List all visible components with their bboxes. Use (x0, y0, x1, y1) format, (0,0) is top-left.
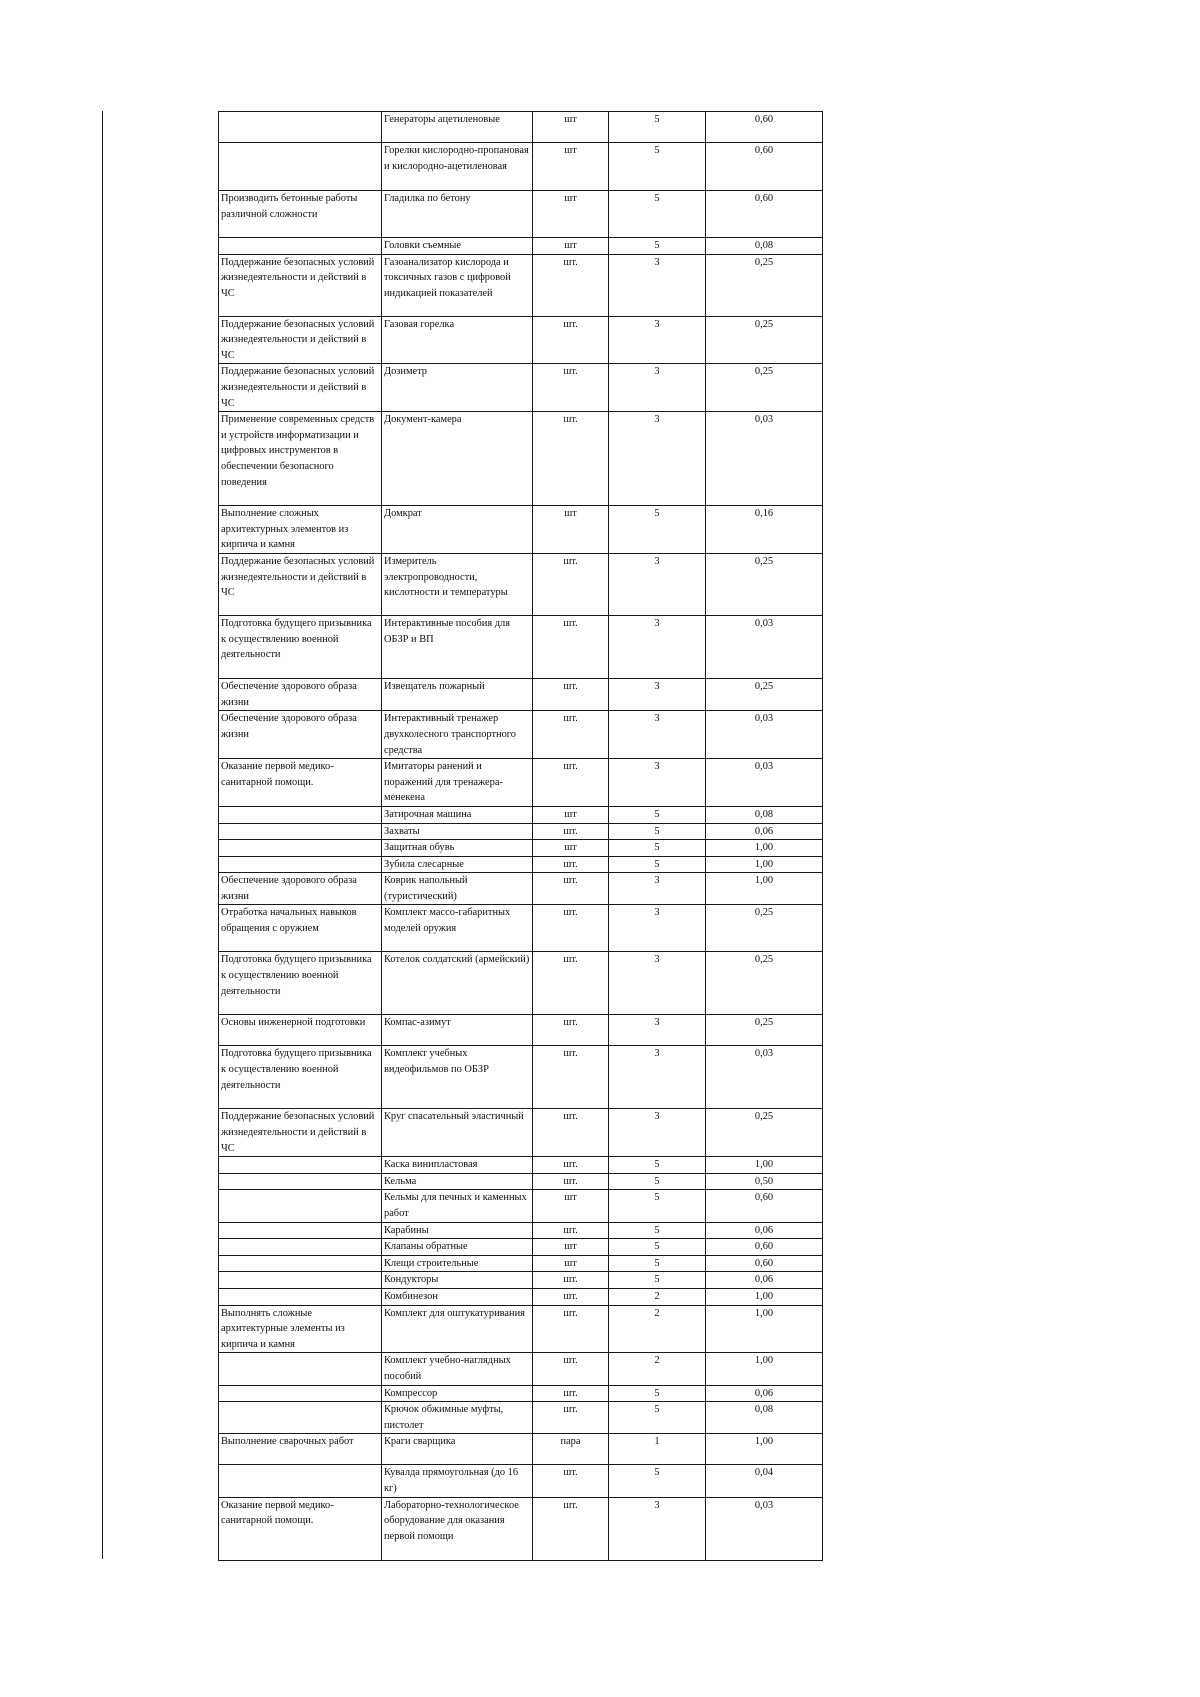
area-cell: Оказание первой медико-санитарной помощи. (219, 1497, 382, 1560)
quantity-cell: 3 (609, 1109, 706, 1157)
quantity-cell: 5 (609, 1173, 706, 1190)
table-row (219, 143, 823, 191)
table-row (219, 316, 823, 364)
quantity-cell: 2 (609, 1289, 706, 1306)
table-row (219, 238, 823, 255)
equipment-name-cell: Карабины (382, 1222, 533, 1239)
area-cell (219, 238, 382, 255)
equipment-name-cell: Краги сварщика (382, 1434, 533, 1465)
coefficient-cell: 0,60 (706, 1239, 823, 1256)
table-row (219, 1173, 823, 1190)
table-row (219, 191, 823, 238)
table-row (219, 952, 823, 1015)
table-row (219, 254, 823, 316)
table-row (219, 1109, 823, 1157)
area-cell: Подготовка будущего призывника к осуществлению военной деятельности (219, 952, 382, 1015)
table-row (219, 759, 823, 807)
area-cell (219, 1190, 382, 1222)
equipment-table (218, 111, 823, 1561)
equipment-name-cell: Клещи строительные (382, 1255, 533, 1272)
unit-cell: шт. (533, 873, 609, 905)
equipment-name-cell: Компас-азимут (382, 1015, 533, 1046)
table-row (219, 1402, 823, 1434)
coefficient-cell: 0,08 (706, 1402, 823, 1434)
table-row (219, 1289, 823, 1306)
area-cell: Подготовка будущего призывника к осуществлению военной деятельности (219, 616, 382, 679)
coefficient-cell: 0,25 (706, 952, 823, 1015)
quantity-cell: 3 (609, 905, 706, 952)
table-row (219, 554, 823, 616)
area-cell (219, 1157, 382, 1174)
area-cell: Выполнение сварочных работ (219, 1434, 382, 1465)
unit-cell: шт (533, 112, 609, 143)
table-row (219, 1497, 823, 1560)
area-cell: Выполнять сложные архитектурные элементы из кирпича и камня (219, 1305, 382, 1353)
equipment-name-cell: Измеритель электропроводности, кислотности и температуры (382, 554, 533, 616)
quantity-cell: 5 (609, 143, 706, 191)
area-cell: Поддержание безопасных условий жизнедеятельности и действий в ЧС (219, 554, 382, 616)
unit-cell: шт. (533, 1173, 609, 1190)
area-cell (219, 1353, 382, 1385)
coefficient-cell: 0,25 (706, 1109, 823, 1157)
quantity-cell: 3 (609, 616, 706, 679)
equipment-name-cell: Котелок солдатский (армейский) (382, 952, 533, 1015)
area-cell (219, 840, 382, 857)
table-row (219, 364, 823, 412)
area-cell: Обеспечение здорового образа жизни (219, 711, 382, 759)
coefficient-cell: 0,06 (706, 1385, 823, 1402)
coefficient-cell: 1,00 (706, 1434, 823, 1465)
equipment-name-cell: Комплект учебно-наглядных пособий (382, 1353, 533, 1385)
quantity-cell: 2 (609, 1353, 706, 1385)
equipment-name-cell: Каска винипластовая (382, 1157, 533, 1174)
area-cell (219, 1402, 382, 1434)
quantity-cell: 5 (609, 1255, 706, 1272)
equipment-name-cell: Газоанализатор кислорода и токсичных газов с цифровой индикацией показателей (382, 254, 533, 316)
equipment-name-cell: Дозиметр (382, 364, 533, 412)
equipment-name-cell: Головки съемные (382, 238, 533, 255)
area-cell (219, 1222, 382, 1239)
area-cell: Производить бетонные работы различной сложности (219, 191, 382, 238)
unit-cell: шт. (533, 1289, 609, 1306)
unit-cell: шт (533, 840, 609, 857)
table-row (219, 1272, 823, 1289)
unit-cell: шт. (533, 1402, 609, 1434)
area-cell (219, 806, 382, 823)
quantity-cell: 3 (609, 952, 706, 1015)
unit-cell: шт. (533, 1465, 609, 1497)
unit-cell: шт. (533, 1497, 609, 1560)
equipment-name-cell: Кельмы для печных и каменных работ (382, 1190, 533, 1222)
unit-cell: шт. (533, 1046, 609, 1109)
quantity-cell: 5 (609, 1157, 706, 1174)
equipment-name-cell: Кувалда прямоугольная (до 16 кг) (382, 1465, 533, 1497)
table-row (219, 1353, 823, 1385)
unit-cell: шт. (533, 554, 609, 616)
area-cell: Подготовка будущего призывника к осуществлению военной деятельности (219, 1046, 382, 1109)
coefficient-cell: 1,00 (706, 856, 823, 873)
table-row (219, 905, 823, 952)
area-cell: Поддержание безопасных условий жизнедеятельности и действий в ЧС (219, 254, 382, 316)
unit-cell: шт (533, 806, 609, 823)
quantity-cell: 2 (609, 1305, 706, 1353)
coefficient-cell: 1,00 (706, 873, 823, 905)
equipment-name-cell: Коврик напольный (туристический) (382, 873, 533, 905)
quantity-cell: 3 (609, 679, 706, 711)
quantity-cell: 3 (609, 316, 706, 364)
coefficient-cell: 1,00 (706, 1289, 823, 1306)
unit-cell: шт. (533, 412, 609, 506)
quantity-cell: 3 (609, 254, 706, 316)
table-row (219, 856, 823, 873)
equipment-name-cell: Комплект учебных видеофильмов по ОБЗР (382, 1046, 533, 1109)
table-row (219, 1305, 823, 1353)
quantity-cell: 5 (609, 1239, 706, 1256)
table-row (219, 1015, 823, 1046)
equipment-name-cell: Домкрат (382, 506, 533, 554)
table-row (219, 1255, 823, 1272)
quantity-cell: 3 (609, 759, 706, 807)
area-cell: Поддержание безопасных условий жизнедеятельности и действий в ЧС (219, 364, 382, 412)
coefficient-cell: 0,16 (706, 506, 823, 554)
coefficient-cell: 1,00 (706, 1305, 823, 1353)
coefficient-cell: 1,00 (706, 1157, 823, 1174)
table-row (219, 840, 823, 857)
coefficient-cell: 0,50 (706, 1173, 823, 1190)
quantity-cell: 5 (609, 1402, 706, 1434)
unit-cell: шт. (533, 616, 609, 679)
coefficient-cell: 0,25 (706, 364, 823, 412)
area-cell (219, 1272, 382, 1289)
coefficient-cell: 0,60 (706, 112, 823, 143)
table-row (219, 1465, 823, 1497)
unit-cell: шт. (533, 316, 609, 364)
area-cell: Поддержание безопасных условий жизнедеятельности и действий в ЧС (219, 316, 382, 364)
quantity-cell: 5 (609, 1222, 706, 1239)
coefficient-cell: 0,25 (706, 1015, 823, 1046)
unit-cell: шт. (533, 856, 609, 873)
table-row (219, 679, 823, 711)
equipment-name-cell: Интерактивные пособия для ОБЗР и ВП (382, 616, 533, 679)
table-row (219, 1434, 823, 1465)
equipment-name-cell: Кельма (382, 1173, 533, 1190)
table-row (219, 1222, 823, 1239)
equipment-name-cell: Извещатель пожарный (382, 679, 533, 711)
unit-cell: шт (533, 1190, 609, 1222)
coefficient-cell: 0,06 (706, 1222, 823, 1239)
equipment-name-cell: Комбинезон (382, 1289, 533, 1306)
quantity-cell: 5 (609, 506, 706, 554)
area-cell (219, 856, 382, 873)
coefficient-cell: 0,08 (706, 238, 823, 255)
coefficient-cell: 0,08 (706, 806, 823, 823)
coefficient-cell: 0,03 (706, 1497, 823, 1560)
coefficient-cell: 0,03 (706, 1046, 823, 1109)
unit-cell: шт (533, 143, 609, 191)
equipment-name-cell: Круг спасательный эластичный (382, 1109, 533, 1157)
unit-cell: шт. (533, 759, 609, 807)
unit-cell: шт. (533, 952, 609, 1015)
quantity-cell: 3 (609, 364, 706, 412)
quantity-cell: 5 (609, 840, 706, 857)
unit-cell: шт. (533, 1385, 609, 1402)
table-row (219, 873, 823, 905)
area-cell: Выполнение сложных архитектурных элементов из кирпича и камня (219, 506, 382, 554)
coefficient-cell: 0,25 (706, 316, 823, 364)
unit-cell: шт. (533, 364, 609, 412)
equipment-name-cell: Захваты (382, 823, 533, 840)
equipment-name-cell: Зубила слесарные (382, 856, 533, 873)
unit-cell: шт. (533, 711, 609, 759)
quantity-cell: 3 (609, 1046, 706, 1109)
table-row (219, 806, 823, 823)
area-cell: Поддержание безопасных условий жизнедеятельности и действий в ЧС (219, 1109, 382, 1157)
coefficient-cell: 0,60 (706, 143, 823, 191)
coefficient-cell: 0,60 (706, 191, 823, 238)
unit-cell: шт. (533, 823, 609, 840)
area-cell (219, 143, 382, 191)
left-margin-rule (102, 111, 103, 1559)
unit-cell: шт. (533, 1272, 609, 1289)
quantity-cell: 3 (609, 412, 706, 506)
quantity-cell: 5 (609, 1272, 706, 1289)
area-cell (219, 1173, 382, 1190)
table-row (219, 711, 823, 759)
area-cell: Оказание первой медико-санитарной помощи. (219, 759, 382, 807)
area-cell (219, 112, 382, 143)
equipment-name-cell: Защитная обувь (382, 840, 533, 857)
unit-cell: шт. (533, 1353, 609, 1385)
unit-cell: шт (533, 191, 609, 238)
quantity-cell: 5 (609, 1465, 706, 1497)
quantity-cell: 5 (609, 1385, 706, 1402)
quantity-cell: 3 (609, 1497, 706, 1560)
unit-cell: шт (533, 1255, 609, 1272)
quantity-cell: 5 (609, 856, 706, 873)
quantity-cell: 5 (609, 1190, 706, 1222)
coefficient-cell: 0,60 (706, 1190, 823, 1222)
coefficient-cell: 1,00 (706, 1353, 823, 1385)
quantity-cell: 3 (609, 554, 706, 616)
area-cell (219, 823, 382, 840)
unit-cell: шт. (533, 1109, 609, 1157)
quantity-cell: 1 (609, 1434, 706, 1465)
quantity-cell: 3 (609, 873, 706, 905)
coefficient-cell: 0,03 (706, 759, 823, 807)
table-row (219, 1385, 823, 1402)
table-row (219, 1239, 823, 1256)
equipment-name-cell: Кондукторы (382, 1272, 533, 1289)
unit-cell: шт. (533, 1015, 609, 1046)
table-row (219, 1046, 823, 1109)
table-row (219, 506, 823, 554)
coefficient-cell: 0,03 (706, 711, 823, 759)
unit-cell: шт. (533, 254, 609, 316)
table-row (219, 1190, 823, 1222)
area-cell (219, 1255, 382, 1272)
unit-cell: шт. (533, 905, 609, 952)
coefficient-cell: 0,25 (706, 679, 823, 711)
area-cell: Обеспечение здорового образа жизни (219, 679, 382, 711)
coefficient-cell: 0,03 (706, 412, 823, 506)
equipment-name-cell: Генераторы ацетиленовые (382, 112, 533, 143)
table-row (219, 412, 823, 506)
coefficient-cell: 0,25 (706, 905, 823, 952)
area-cell: Основы инженерной подготовки (219, 1015, 382, 1046)
unit-cell: шт (533, 506, 609, 554)
equipment-name-cell: Гладилка по бетону (382, 191, 533, 238)
equipment-name-cell: Имитаторы ранений и поражений для тренажера-менекена (382, 759, 533, 807)
coefficient-cell: 1,00 (706, 840, 823, 857)
unit-cell: пара (533, 1434, 609, 1465)
coefficient-cell: 0,06 (706, 823, 823, 840)
table-row (219, 1157, 823, 1174)
coefficient-cell: 0,60 (706, 1255, 823, 1272)
unit-cell: шт. (533, 1157, 609, 1174)
equipment-name-cell: Крючок обжимные муфты, пистолет (382, 1402, 533, 1434)
area-cell: Обеспечение здорового образа жизни (219, 873, 382, 905)
quantity-cell: 3 (609, 1015, 706, 1046)
table-row (219, 616, 823, 679)
area-cell (219, 1385, 382, 1402)
coefficient-cell: 0,04 (706, 1465, 823, 1497)
quantity-cell: 5 (609, 238, 706, 255)
equipment-name-cell: Интерактивный тренажер двухколесного транспортного средства (382, 711, 533, 759)
unit-cell: шт (533, 1239, 609, 1256)
equipment-name-cell: Документ-камера (382, 412, 533, 506)
equipment-name-cell: Клапаны обратные (382, 1239, 533, 1256)
equipment-name-cell: Комплект для оштукатуривания (382, 1305, 533, 1353)
equipment-name-cell: Комплект массо-габаритных моделей оружия (382, 905, 533, 952)
area-cell (219, 1465, 382, 1497)
equipment-table-body (219, 112, 823, 1561)
area-cell (219, 1239, 382, 1256)
coefficient-cell: 0,06 (706, 1272, 823, 1289)
area-cell: Применение современных средств и устройств информатизации и цифровых инструментов в обеспечении безопасного поведения (219, 412, 382, 506)
quantity-cell: 5 (609, 806, 706, 823)
unit-cell: шт. (533, 1305, 609, 1353)
quantity-cell: 5 (609, 191, 706, 238)
coefficient-cell: 0,03 (706, 616, 823, 679)
coefficient-cell: 0,25 (706, 554, 823, 616)
quantity-cell: 5 (609, 112, 706, 143)
unit-cell: шт (533, 238, 609, 255)
equipment-name-cell: Лабораторно-технологическое оборудование для оказания первой помощи (382, 1497, 533, 1560)
equipment-name-cell: Затирочная машина (382, 806, 533, 823)
coefficient-cell: 0,25 (706, 254, 823, 316)
equipment-name-cell: Газовая горелка (382, 316, 533, 364)
unit-cell: шт. (533, 1222, 609, 1239)
unit-cell: шт. (533, 679, 609, 711)
area-cell: Отработка начальных навыков обращения с оружием (219, 905, 382, 952)
quantity-cell: 3 (609, 711, 706, 759)
area-cell (219, 1289, 382, 1306)
table-row (219, 823, 823, 840)
equipment-name-cell: Горелки кислородно-пропановая и кислородно-ацетиленовая (382, 143, 533, 191)
quantity-cell: 5 (609, 823, 706, 840)
table-row (219, 112, 823, 143)
equipment-name-cell: Компрессор (382, 1385, 533, 1402)
